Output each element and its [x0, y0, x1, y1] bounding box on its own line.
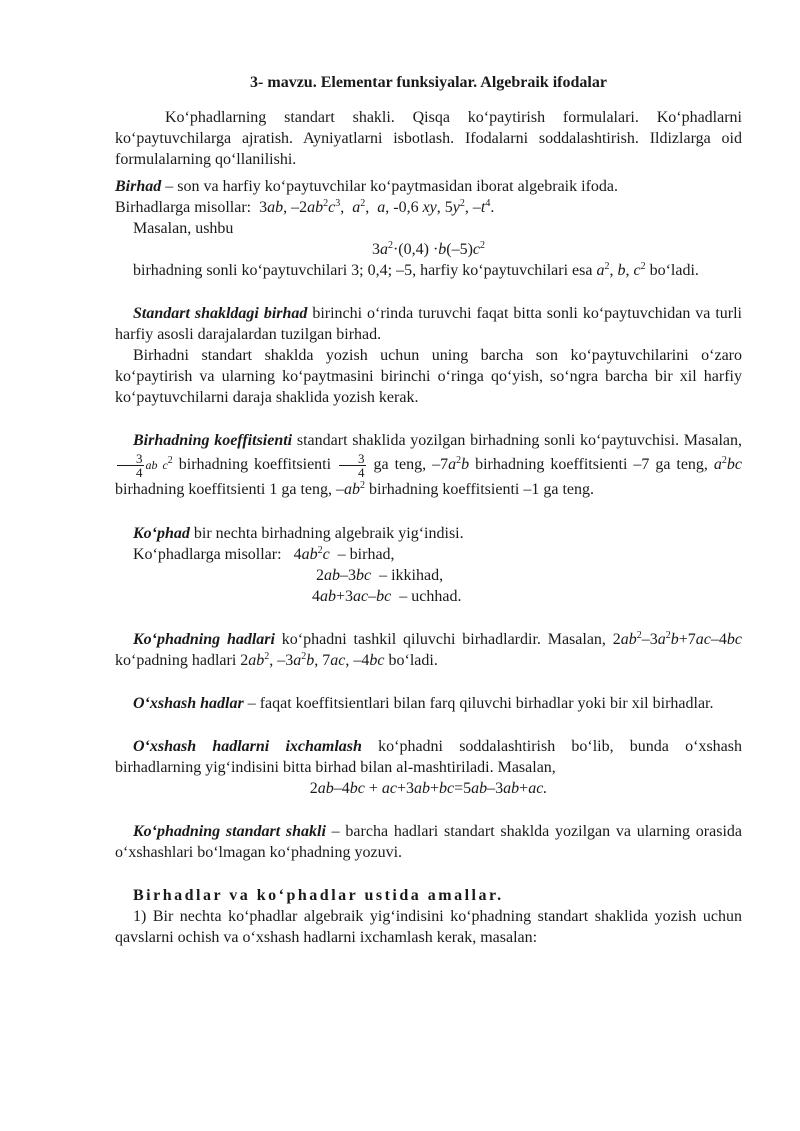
oxshash-hadlar-definition: O‘xshash hadlar – faqat koeffitsientlari bilan farq qiluvchi birhadlar yoki bir xil birhadlar.: [133, 695, 714, 712]
ixchamlash-definition: O‘xshash hadlarni ixchamlash ko‘phadni soddalashtirish bo‘lib, bunda o‘xshash birhadlarning yig‘indisini bitta birhad bilan al-mashtiriladi. Masalan,: [115, 738, 742, 776]
birhad-explanation: birhadning sonli ko‘paytuvchilari 3; 0,4; –5, harfiy ko‘paytuvchilari esa $a^2$, b, $c^2$ bo‘ladi.: [133, 261, 699, 279]
fraction-3-4: $\frac{3}{4}$: [117, 452, 144, 479]
birhad-example-formula: $3a^2\cdot(0,4) \cdot b(-5)c^2$: [371, 240, 486, 258]
birhad-examples: Birhadlarga misollar: 3ab, $-2ab^2c^3$, $a^2$, a, -0,6 xy, $5y^2$, $-t^4$.: [115, 198, 495, 216]
kophad-definition: Ko‘phad bir nechta birhadning algebraik yig‘indisi.: [133, 525, 464, 542]
document-page: [115, 72, 742, 948]
kophad-standart-shakli-definition: Ko‘phadning standart shakli – barcha hadlari standart shaklda yozilgan va ularning orasida o‘xshashlari bo‘lmagan ko‘phadning yozuvi.: [115, 823, 743, 861]
fraction-3-4-coefficient: $\frac{3}{4}$: [339, 452, 366, 479]
kophad-example-3: 4ab+3ac–bc – uchhad.: [312, 588, 462, 605]
standart-birhad-rule: Birhadni standart shaklda yozish uchun uning barcha son ko‘paytuvchilarini o‘zaro ko‘paytirish va ularning ko‘paytmasini birinchi o‘ringa qo‘yish, so‘ngra barcha bir xil harfiy ko‘paytuvchilarni daraja shaklida yozish kerak.: [115, 347, 742, 406]
standart-birhad-definition: Standart shakldagi birhad birinchi o‘rinda turuvchi faqat bitta sonli ko‘paytuvchidan va turli harfiy asosli darajalardan tuzilgan birhad.: [115, 305, 743, 343]
kophad-hadlari-definition: Ko‘phadning hadlari ko‘phadni tashkil qiluvchi birhadlardir. Masalan, $2ab^2-3a^2b+7ac-4bc$ ko‘padning hadlari $2ab^2$, $-3a^2b$, 7ac, –4bc bo‘ladi.: [115, 630, 742, 669]
ixchamlash-example-formula: 2ab–4bc + ac+3ab+bc=5ab–3ab+ac.: [309, 780, 548, 797]
section-heading-amallar: Birhadlar va ko‘phadlar ustida amallar.: [133, 887, 504, 904]
birhad-definition: Birhad – son va harfiy ko‘paytuvchilar ko‘paytmasidan iborat algebraik ifoda.: [115, 178, 618, 195]
amallar-paragraph-1: 1) Bir nechta ko‘phadlar algebraik yig‘indisini ko‘phadning standart shaklida yozish uchun qavslarni ochish va o‘xshash hadlarni ixchamlash kerak, masalan:: [115, 908, 742, 946]
kophad-example-1: Ko‘phadlarga misollar: $4ab^2c$ – birhad,: [133, 545, 395, 563]
koeffitsient-definition: Birhadning koeffitsienti standart shaklida yozilgan birhadning sonli ko‘paytuvchisi. Masalan, $\frac{3}{4}$ ab $c^2$ birhadning koeffitsienti $\frac{3}{4}$ ga teng, $-7a^2b$ birhadning koeffitsienti –7 ga teng, $a^2bc$ birhadning koeffitsienti 1 ga teng, $-ab^2$ birhadning koeffitsienti –1 ga teng.: [115, 432, 743, 498]
birhad-example-intro: Masalan, ushbu: [133, 220, 234, 237]
page-title: 3- mavzu. Elementar funksiyalar. Algebraik ifodalar: [250, 74, 607, 91]
kophad-example-2: 2ab–3bc – ikkihad,: [312, 567, 444, 584]
intro-paragraph: Ko‘phadlarning standart shakli. Qisqa ko‘paytirish formulalari. Ko‘phadlarni ko‘paytuvchilarga ajratish. Ayniyatlarni isbotlash. Ifodalarni soddalashtirish. Ildizlarga oid formulalarning qo‘llanilishi.: [115, 109, 742, 168]
